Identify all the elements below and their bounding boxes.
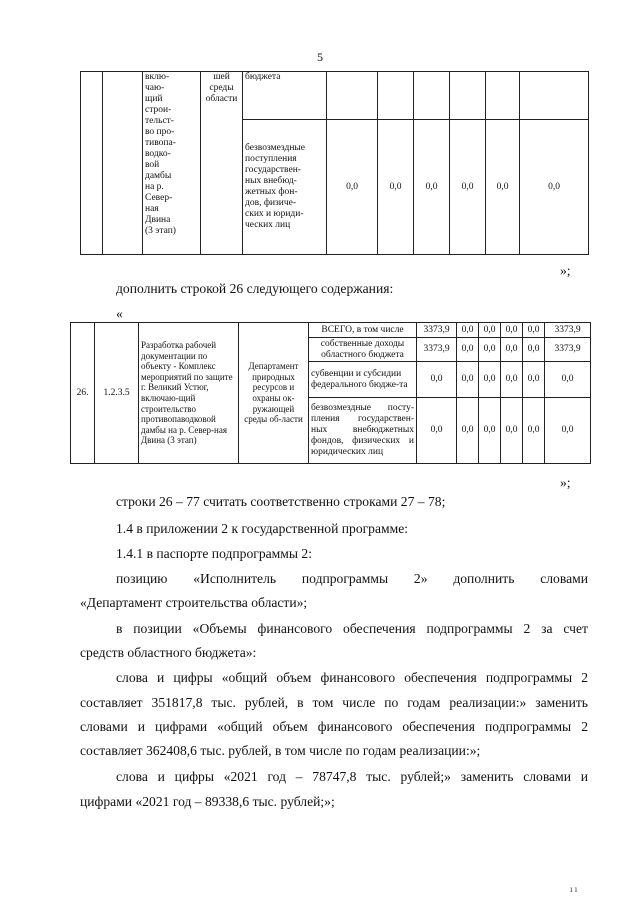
cell-executor: шей среды области [201,72,243,255]
cell-value: 0,0 [501,323,523,338]
intro-line: дополнить строкой 26 следующего содержания: [116,281,394,296]
open-quote: « [116,306,123,321]
cell-empty [520,72,589,120]
cell-value: 0,0 [501,338,523,362]
table-row-26 [70,322,591,464]
cell-source-1: бюджета [243,72,327,120]
paragraph-total-line1: слова и цифры «общий объем финансового обеспечения подпрограммы 2 [116,670,588,685]
page-number: 5 [317,50,323,64]
cell-source: ВСЕГО, в том числе [309,323,417,338]
paragraph-executor-line1 [116,570,588,588]
cell-value: 0,0 [450,120,486,255]
cell-value: 0,0 [457,323,479,338]
paragraph-passport: 1.4.1 в паспорте подпрограммы 2: [116,546,312,561]
word: подпрограммы [301,571,389,586]
cell-value: 0,0 [457,398,479,464]
paragraph-total-line3: словами и цифрами «общий объем финансового обеспечения подпрограммы 2 [80,719,588,734]
paragraph-appendix-2: 1.4 в приложении 2 к государственной программе: [116,521,409,536]
cell-value: 0,0 [545,398,591,464]
paragraph-total-line4: составляет 362408,6 тыс. рублей, в том числе по годам реализации:»; [80,743,481,758]
word: «Исполнитель [193,571,277,586]
cell-code: 1.2.3.5 [95,323,139,464]
paragraph-funding-line2: средств областного бюджета»: [80,645,257,660]
cell-value: 0,0 [457,362,479,398]
cell-value: 0,0 [486,120,520,255]
cell-value: 0,0 [523,323,545,338]
cell-value: 0,0 [479,323,501,338]
cell-value: 0,0 [414,120,450,255]
cell-executor: Департамент природных ресурсов и охраны ок-ружающей среды об-ласти [239,323,309,464]
cell-value: 3373,9 [545,323,591,338]
paragraph-2021-line2: цифрами «2021 год – 89338,6 тыс. рублей;»; [80,794,335,809]
cell-source: собственные доходы областного бюджета [309,338,417,362]
paragraph-2021-line1: слова и цифры «2021 год – 78747,8 тыс. рублей;» заменить словами и [116,769,588,784]
close-quote: »; [560,475,571,490]
cell-source-2: безвозмездные поступления государствен- ных внебюд- жетных фон- дов, физиче- ских и юриди- ческих лиц [243,120,327,255]
cell-value: 0,0 [501,398,523,464]
table-continuation [80,71,589,255]
cell-value: 0,0 [545,362,591,398]
cell-num: 26. [71,323,95,464]
cell-value: 0,0 [479,398,501,464]
cell-value: 0,0 [479,338,501,362]
cell-value: 0,0 [479,362,501,398]
cell-value: 3373,9 [417,338,457,362]
word: дополнить [453,571,515,586]
cell-value: 0,0 [523,398,545,464]
cell-num [81,72,103,255]
cell-code [103,72,143,255]
cell-source: субвенции и субсидии федерального бюдже-та [309,362,417,398]
cell-object-name: Разработка рабочей документации по объекту - Комплекс мероприятий по защите г. Великий Устюг, включаю-щий строительство противопаводковой дамбы на р. Север-ная Двина (3 этап) [139,323,239,464]
cell-value: 0,0 [417,398,457,464]
cell-value: 0,0 [523,338,545,362]
cell-empty [450,72,486,120]
word: словами [540,571,588,586]
cell-value: 0,0 [417,362,457,398]
cell-value: 3373,9 [545,338,591,362]
cell-object-name: вклю- чаю- щий строи- тельст- во про- тивопа- водко- вой дамбы на р. Север- ная Двина (3 этап) [143,72,201,255]
cell-value: 0,0 [520,120,589,255]
cell-value: 0,0 [457,338,479,362]
cell-empty [327,72,378,120]
word: 2» [413,571,428,586]
paragraph-total-line2: составляет 351817,8 тыс. рублей, в том числе по годам реализации:» заменить [80,695,588,710]
paragraph-funding-line1: в позиции «Объемы финансового обеспечения подпрограммы 2 за счет [116,621,588,636]
cell-empty [378,72,414,120]
cell-empty [414,72,450,120]
close-quote: »; [560,263,571,278]
footer-mark: ı ı [570,884,578,894]
word: позицию [116,571,168,586]
cell-empty [486,72,520,120]
paragraph-rows-renumber: строки 26 – 77 считать соответственно строками 27 – 78; [116,494,446,509]
cell-value: 0,0 [327,120,378,255]
cell-value: 0,0 [523,362,545,398]
cell-source: безвозмездные посту-пления государствен-ных внебюджетных фондов, физических и юридических лиц [309,398,417,464]
paragraph-executor-line2: «Департамент строительства области»; [80,595,308,610]
cell-value: 0,0 [501,362,523,398]
cell-value: 0,0 [378,120,414,255]
cell-value: 3373,9 [417,323,457,338]
